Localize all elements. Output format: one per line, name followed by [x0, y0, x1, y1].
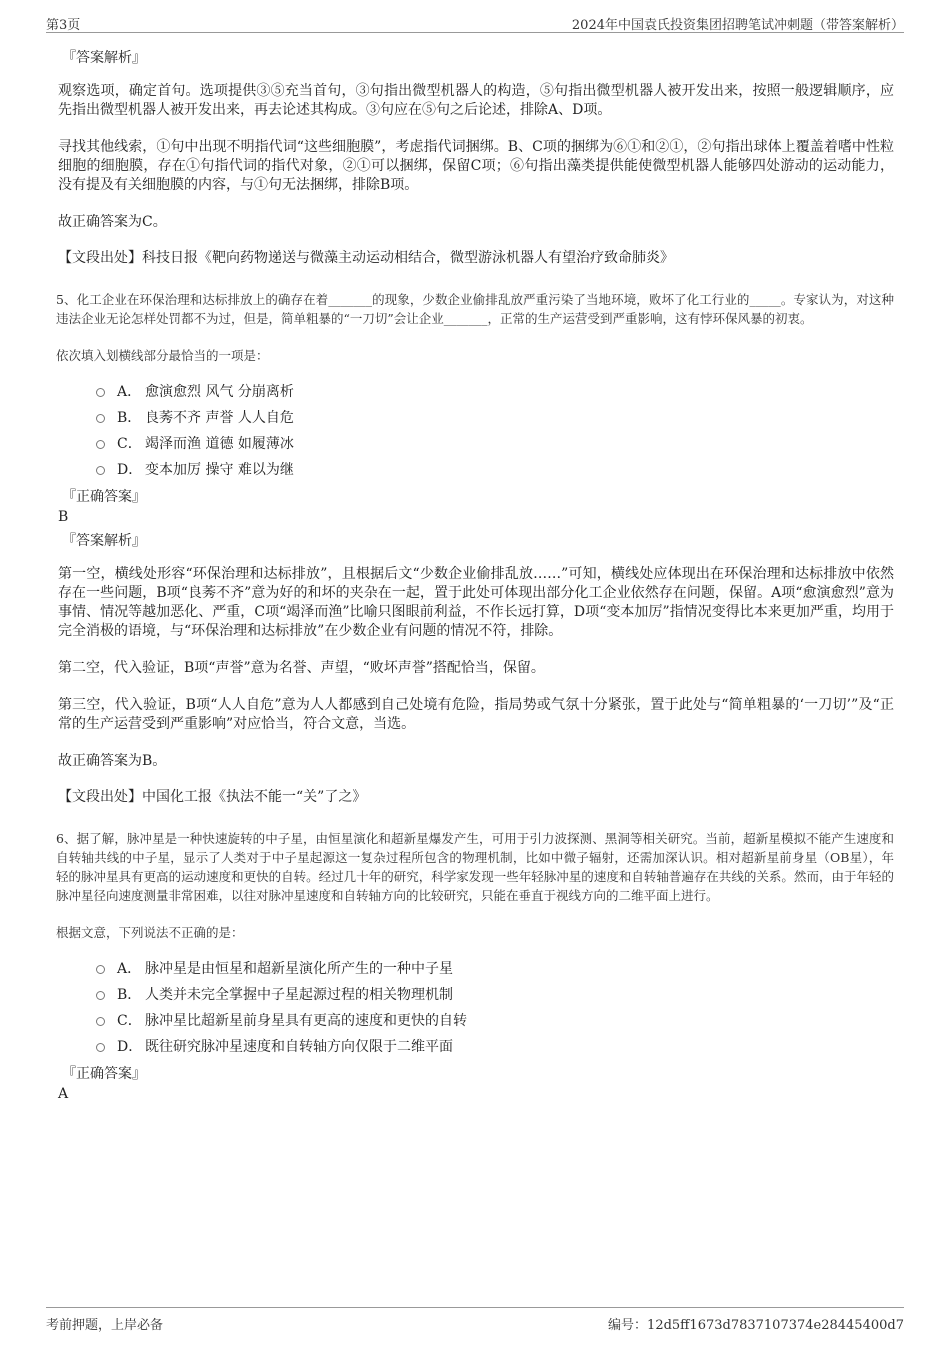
option-letter: B． [117, 987, 142, 1003]
analysis-paragraph: 故正确答案为C。 [58, 214, 167, 230]
option-b[interactable] [96, 982, 894, 1008]
option-a[interactable] [96, 956, 894, 982]
option-letter: D． [117, 462, 143, 478]
page-footer [46, 1307, 904, 1332]
radio-icon[interactable] [96, 991, 105, 1000]
option-letter: A． [117, 384, 142, 400]
option-d[interactable] [96, 457, 894, 483]
option-c[interactable] [96, 1008, 894, 1034]
radio-icon[interactable] [96, 414, 105, 423]
analysis-mark: 『答案解析』 [62, 50, 146, 66]
analysis-paragraph: 第一空，横线处形容“环保治理和达标排放”，且根据后文“少数企业偷排乱放……”可知，横线处应体现出在环保治理和达标排放中依然存在一些问题，B项“良莠不齐”意为好的和坏的夹杂在一起，置于此处可体现出部分化工企业依然存在问题，保留。A项“愈演愈烈”意为事情、情况等越加恶化、严重，C项“竭泽而渔”比喻只图眼前利益，不作长远打算，D项“变本加厉”指情况变得比本来更加严重，均用于完全消极的语境，与“环保治理和达标排放”在少数企业有问题的情况不符，排除。 [58, 566, 894, 639]
radio-icon[interactable] [96, 388, 105, 397]
correct-answer: B [58, 509, 69, 525]
analysis-paragraph: 观察选项，确定首句。选项提供③⑤充当首句，③句指出微型机器人的构造，⑤句指出微型机器人被开发出来，按照一般逻辑顺序，应先指出微型机器人被开发出来，再去论述其构成。③句应在⑤句之后论述，排除A、D项。 [58, 83, 894, 118]
radio-icon[interactable] [96, 1017, 105, 1026]
option-text: 良莠不齐 声誉 人人自危 [145, 410, 294, 426]
analysis-paragraph: 第三空，代入验证，B项“人人自危”意为人人都感到自己处境有危险，指局势或气氛十分紧张，置于此处与“简单粗暴的‘一刀切’”及“正常的生产运营受到严重影响”对应恰当，符合文意，当选。 [58, 697, 894, 732]
radio-icon[interactable] [96, 1043, 105, 1052]
document-body [56, 44, 894, 1104]
option-a[interactable] [96, 379, 894, 405]
option-letter: B． [117, 410, 142, 426]
correct-answer: A [58, 1086, 69, 1102]
option-d[interactable] [96, 1034, 894, 1060]
option-letter: C． [117, 1013, 142, 1029]
option-text: 变本加厉 操守 难以为继 [145, 462, 294, 478]
option-letter: A． [117, 961, 142, 977]
option-list [96, 956, 894, 1060]
answer-mark: 『正确答案』 [62, 1066, 146, 1082]
analysis-mark: 『答案解析』 [62, 533, 146, 549]
document-title: 2024年中国袁氏投资集团招聘笔试冲刺题（带答案解析） [571, 18, 904, 33]
page-header [46, 14, 904, 33]
source-citation: 【文段出处】科技日报《靶向药物递送与微藻主动运动相结合，微型游泳机器人有望治疗致命肺炎》 [58, 250, 674, 266]
option-letter: D． [117, 1039, 143, 1055]
option-text: 竭泽而渔 道德 如履薄冰 [145, 436, 294, 452]
question-instruction: 依次填入划横线部分最恰当的一项是： [56, 348, 269, 363]
answer-mark: 『正确答案』 [62, 489, 146, 505]
option-c[interactable] [96, 431, 894, 457]
option-text: 脉冲星是由恒星和超新星演化所产生的一种中子星 [145, 961, 453, 977]
option-text: 脉冲星比超新星前身星具有更高的速度和更快的自转 [145, 1013, 467, 1029]
option-b[interactable] [96, 405, 894, 431]
footer-slogan: 考前押题，上岸必备 [46, 1318, 164, 1333]
option-list [96, 379, 894, 483]
analysis-paragraph: 故正确答案为B。 [58, 753, 167, 769]
document-code: 编号：12d5ff1673d7837107374e28445400d7 [608, 1318, 904, 1333]
question-instruction: 根据文意，下列说法不正确的是： [56, 925, 244, 940]
radio-icon[interactable] [96, 965, 105, 974]
option-text: 既往研究脉冲星速度和自转轴方向仅限于二维平面 [145, 1039, 453, 1055]
option-letter: C． [117, 436, 142, 452]
source-citation: 【文段出处】中国化工报《执法不能一“关”了之》 [58, 789, 367, 805]
question-stem: 6、据了解，脉冲星是一种快速旋转的中子星，由恒星演化和超新星爆发产生，可用于引力波探测、黑洞等相关研究。当前，超新星模拟不能产生速度和自转轴共线的中子星，显示了人类对于中子星起源这一复杂过程所包含的物理机制，比如中微子辐射，还需加深认识。相对超新星前身星（OB星），年轻的脉冲星具有更高的运动速度和更快的自转。经过几十年的研究，科学家发现一些年轻脉冲星的速度和自转轴普遍存在共线的关系。然而，由于年轻的脉冲星径向速度测量非常困难，以往对脉冲星速度和自转轴方向的比较研究，只能在垂直于视线方向的二维平面上进行。 [56, 831, 894, 903]
page-number: 第3页 [46, 18, 81, 33]
analysis-paragraph: 第二空，代入验证，B项“声誉”意为名誉、声望，“败坏声誉”搭配恰当，保留。 [58, 660, 545, 676]
analysis-paragraph: 寻找其他线索，①句中出现不明指代词“这些细胞膜”，考虑指代词捆绑。B、C项的捆绑为⑥①和②①，②句指出球体上覆盖着嗜中性粒细胞的细胞膜，存在①句指代词的指代对象，②①可以捆绑，保留C项；⑥句指出藻类提供能使微型机器人能够四处游动的运动能力，没有提及有关细胞膜的内容，与①句无法捆绑，排除B项。 [58, 139, 894, 193]
option-text: 人类并未完全掌握中子星起源过程的相关物理机制 [145, 987, 453, 1003]
radio-icon[interactable] [96, 440, 105, 449]
option-text: 愈演愈烈 风气 分崩离析 [145, 384, 294, 400]
radio-icon[interactable] [96, 466, 105, 475]
question-stem: 5、化工企业在环保治理和达标排放上的确存在着_______的现象，少数企业偷排乱放严重污染了当地环境，败坏了化工行业的_____。专家认为，对这种违法企业无论怎样处罚都不为过，但是，简单粗暴的“一刀切”会让企业_______，正常的生产运营受到严重影响，这有悖环保风暴的初衷。 [56, 292, 894, 326]
